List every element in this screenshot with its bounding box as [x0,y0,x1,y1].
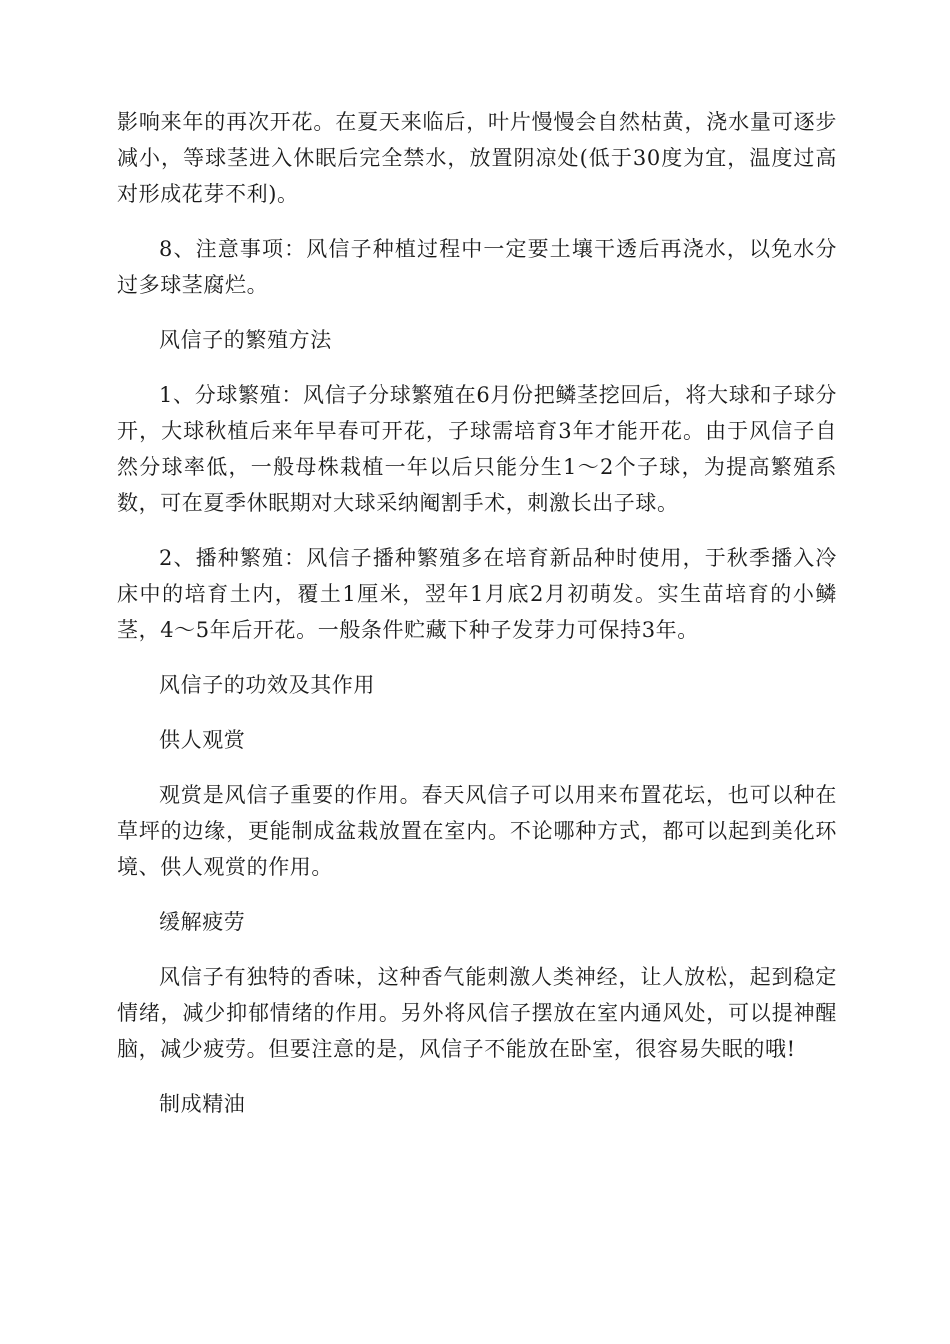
paragraph-seed-sowing: 2、播种繁殖：风信子播种繁殖多在培育新品种时使用，于秋季播入冷床中的培育土内，覆土1厘米，翌年1月底2月初萌发。实生苗培育的小鳞茎，4～5年后开花。一般条件贮藏下种子发芽力可保持3年。 [117,546,837,642]
subheading-relieve-fatigue: 缓解疲劳 [159,910,246,934]
document-page [117,104,837,1141]
paragraph-continuation: 影响来年的再次开花。在夏天来临后，叶片慢慢会自然枯黄，浇水量可逐步减小，等球茎进入休眠后完全禁水，放置阴凉处(低于30度为宜，温度过高对形成花芽不利)。 [117,110,837,206]
section-heading-propagation: 风信子的繁殖方法 [159,328,332,352]
paragraph-ornamental: 观赏是风信子重要的作用。春天风信子可以用来布置花坛，也可以种在草坪的边缘，更能制成盆栽放置在室内。不论哪种方式，都可以起到美化环境、供人观赏的作用。 [117,783,837,879]
paragraph-relieve-fatigue: 风信子有独特的香味，这种香气能刺激人类神经，让人放松，起到稳定情绪，减少抑郁情绪的作用。另外将风信子摆放在室内通风处，可以提神醒脑，减少疲劳。但要注意的是，风信子不能放在卧室，很容易失眠的哦! [117,965,837,1061]
subheading-ornamental: 供人观赏 [159,728,246,752]
paragraph-bulb-division: 1、分球繁殖：风信子分球繁殖在6月份把鳞茎挖回后，将大球和子球分开，大球秋植后来年早春可开花，子球需培育3年才能开花。由于风信子自然分球率低，一般母株栽植一年以后只能分生1～2个子球，为提高繁殖系数，可在夏季休眠期对大球采纳阉割手术，刺激长出子球。 [117,383,837,515]
section-heading-benefits: 风信子的功效及其作用 [159,673,375,697]
paragraph-precautions: 8、注意事项：风信子种植过程中一定要土壤干透后再浇水，以免水分过多球茎腐烂。 [117,237,837,297]
subheading-essential-oil: 制成精油 [159,1092,246,1116]
